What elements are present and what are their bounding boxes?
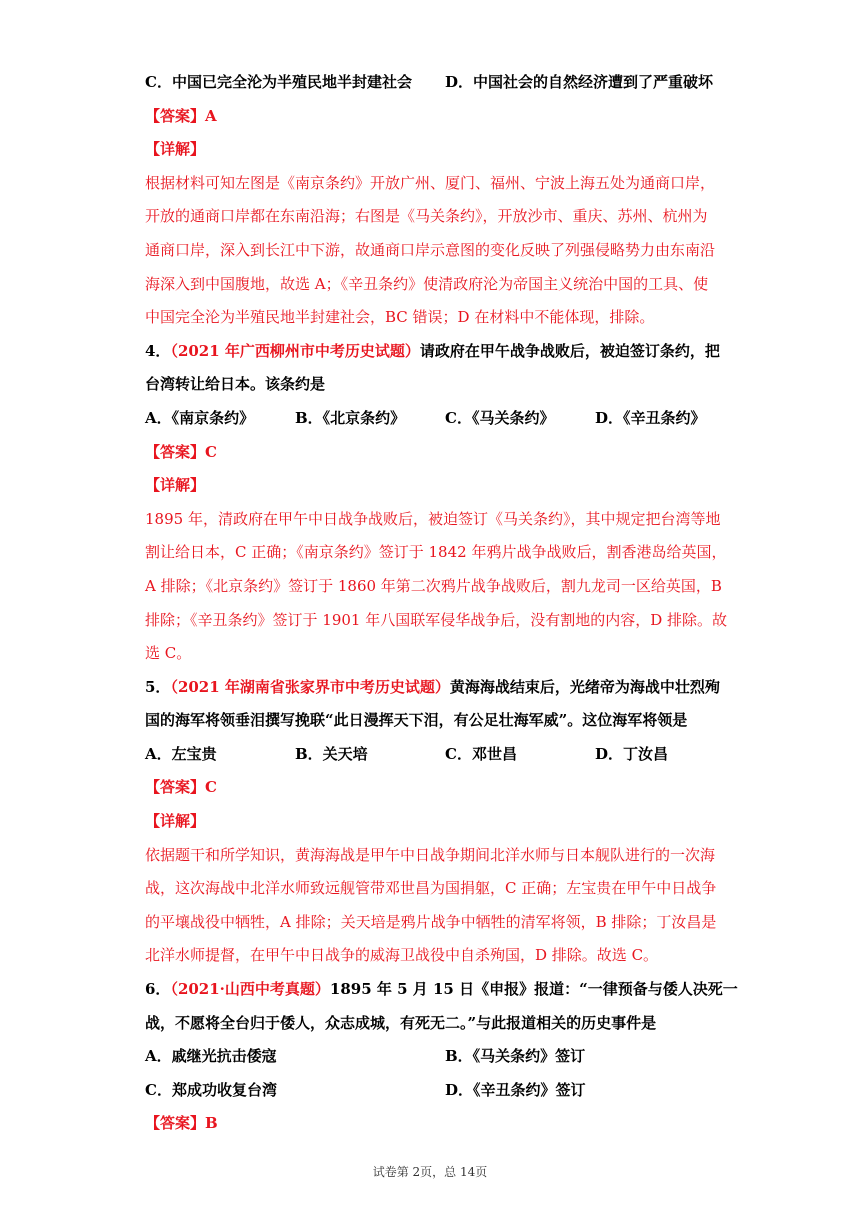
q5-explanation-line: 的平壤战役中牺牲，A 排除；关天培是鸦片战争中牺牲的清军将领，B 排除；丁汝昌是 [145, 912, 717, 931]
q5-detail-label: 【详解】 [145, 812, 206, 831]
q3-explanation-line: 中国完全沦为半殖民地半封建社会，BC 错误；D 在材料中不能体现，排除。 [145, 308, 655, 327]
q6-answer [145, 1107, 720, 1141]
question-number: 6． [145, 980, 171, 999]
option-c: C．《马关条约》 [445, 408, 555, 427]
option-d: D．《辛丑条约》签订 [445, 1080, 586, 1099]
q4-answer [145, 436, 720, 470]
question-number: 4． [145, 341, 171, 360]
option-b: B．关天培 [295, 744, 368, 763]
q6-stem-cont: 战，不愿将全台归于倭人，众志成城，有死无二。”与此报道相关的历史事件是 [145, 1013, 657, 1032]
q4-stem-cont: 台湾转让给日本。该条约是 [145, 375, 326, 394]
question-stem: 黄海海战结束后，光绪帝为海战中壮烈殉 [449, 677, 720, 696]
question-source: （2021 年广西柳州市中考历史试题） [170, 341, 420, 360]
option-a: A．戚继光抗击倭寇 [145, 1047, 277, 1066]
q3-detail-label: 【详解】 [145, 140, 206, 159]
q5-answer [145, 771, 720, 805]
option-d: D．《辛丑条约》 [595, 408, 706, 427]
q3-option-d: D．中国社会的自然经济遭到了严重破坏 [445, 73, 714, 91]
q3-explanation-line: 海深入到中国腹地，故选 A；《辛丑条约》使清政府沦为帝国主义统治中国的工具、使 [145, 274, 709, 293]
page-footer: 试卷第 2页，总 14页 [372, 1165, 488, 1179]
question-source: （2021 年湖南省张家界市中考历史试题） [170, 677, 450, 696]
answer-label: 【答案】 [145, 442, 206, 461]
answer-value: C [205, 442, 217, 461]
q4-detail-label: 【详解】 [145, 476, 206, 495]
q3-option-c: C．中国已完全沦为半殖民地半封建社会 [145, 73, 412, 91]
q3-explanation-line: 通商口岸，深入到长江中下游，故通商口岸示意图的变化反映了列强侵略势力由东南沿 [145, 240, 716, 259]
answer-value: A [205, 106, 217, 125]
q5-options [145, 738, 720, 772]
option-d: D．丁汝昌 [595, 744, 669, 763]
answer-value: C [205, 778, 217, 797]
q5-explanation-line: 战，这次海战中北洋水师致远舰管带邓世昌为国捐躯，C 正确；左宝贵在甲午中日战争 [145, 879, 717, 898]
question-source: （2021·山西中考真题） [170, 980, 330, 999]
q3-answer [145, 100, 720, 134]
q6-options-ab [145, 1040, 720, 1074]
question-number: 5． [145, 677, 171, 696]
option-c: C．邓世昌 [445, 744, 517, 763]
q3-options-cd [145, 66, 720, 100]
q5-explanation-line: 依据题干和所学知识，黄海海战是甲午中日战争期间北洋水师与日本舰队进行的一次海 [145, 845, 716, 864]
q4-explanation-line: A 排除；《北京条约》签订于 1860 年第二次鸦片战争战败后，割九龙司一区给英国，B [145, 576, 722, 595]
option-b: B．《马关条约》签订 [445, 1047, 586, 1066]
q5-stem-cont: 国的海军将领垂泪撰写挽联“此日漫挥天下泪，有公足壮海军威”。这位海军将领是 [145, 711, 688, 730]
q5-stem [145, 671, 720, 705]
option-b: B．《北京条约》 [295, 408, 406, 427]
q4-options [145, 402, 720, 436]
answer-label: 【答案】 [145, 778, 206, 797]
option-c: C．郑成功收复台湾 [145, 1080, 277, 1099]
question-stem: 1895 年 5 月 15 日《申报》报道：“一律预备与倭人决死一 [329, 980, 738, 999]
option-a: A．左宝贵 [145, 744, 217, 763]
answer-value: B [205, 1114, 218, 1133]
q5-explanation-line: 北洋水师提督，在甲午中日战争的威海卫战役中自杀殉国，D 排除。故选 C。 [145, 946, 659, 965]
q6-options-cd [145, 1074, 720, 1108]
q6-stem [145, 973, 738, 1007]
q4-explanation-line: 1895 年，清政府在甲午中日战争战败后，被迫签订《马关条约》，其中规定把台湾等地 [145, 509, 721, 528]
answer-label: 【答案】 [145, 1114, 206, 1133]
q4-stem [145, 335, 720, 369]
q4-explanation-line: 选 C。 [145, 644, 192, 663]
q4-explanation-line: 割让给日本，C 正确；《南京条约》签订于 1842 年鸦片战争战败后，割香港岛给英国， [145, 543, 727, 562]
page-content [145, 66, 738, 1141]
q4-explanation-line: 排除；《辛丑条约》签订于 1901 年八国联军侵华战争后，没有割地的内容，D 排除。故 [145, 610, 728, 629]
option-a: A．《南京条约》 [145, 408, 255, 427]
question-stem: 请政府在甲午战争战败后，被迫签订条约，把 [419, 341, 720, 360]
q3-explanation-line: 根据材料可知左图是《南京条约》开放广州、厦门、福州、宁波上海五处为通商口岸， [145, 173, 716, 192]
q3-explanation-line: 开放的通商口岸都在东南沿海；右图是《马关条约》，开放沙市、重庆、苏州、杭州为 [145, 207, 708, 226]
answer-label: 【答案】 [145, 106, 206, 125]
